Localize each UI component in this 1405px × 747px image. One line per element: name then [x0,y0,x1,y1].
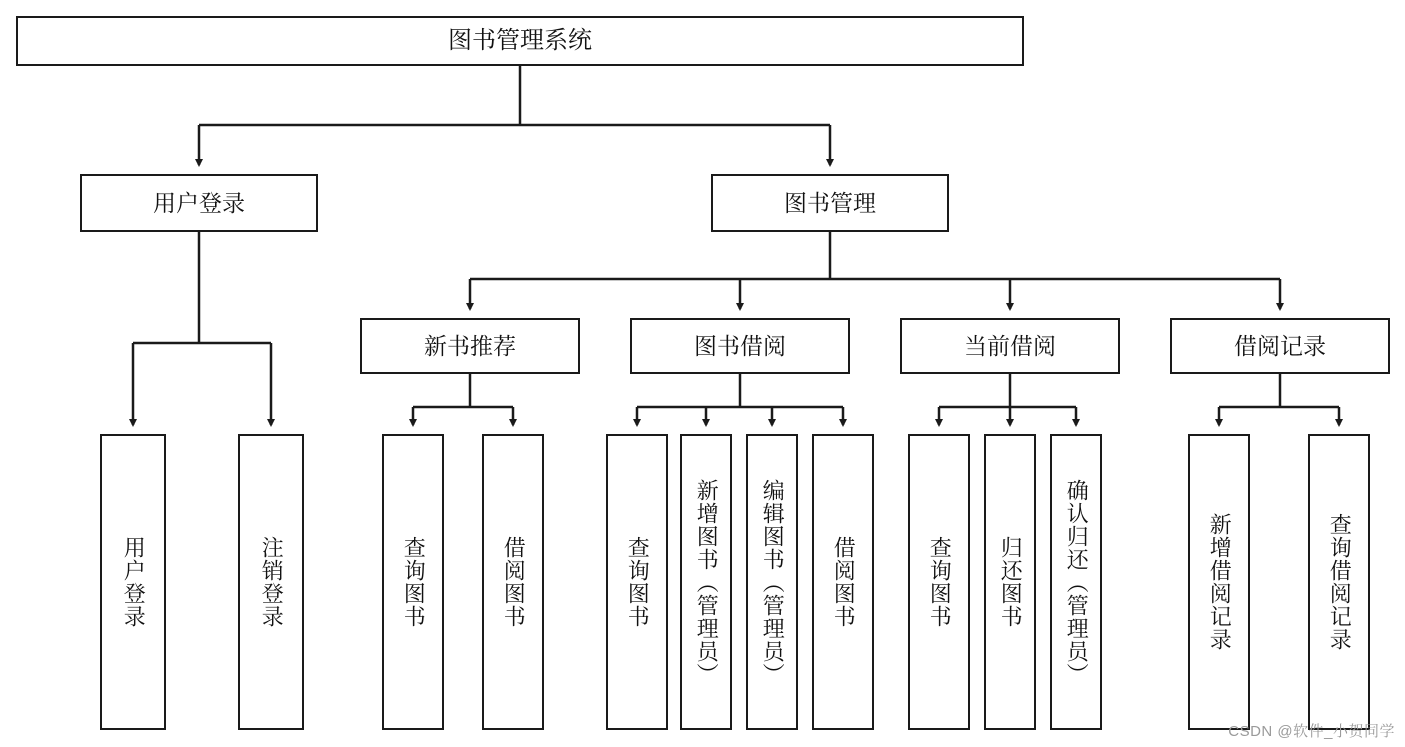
node-leaf-query-book-borrow[interactable]: 查询图书 [606,434,668,730]
node-leaf-logout[interactable]: 注销登录 [238,434,304,730]
node-book-management[interactable]: 图书管理 [711,174,949,232]
node-leaf-return-book[interactable]: 归还图书 [984,434,1036,730]
node-leaf-query-book-new[interactable]: 查询图书 [382,434,444,730]
node-user-login[interactable]: 用户登录 [80,174,318,232]
node-leaf-add-borrow-record[interactable]: 新增借阅记录 [1188,434,1250,730]
node-leaf-confirm-return-admin[interactable]: 确认归还（管理员） [1050,434,1102,730]
node-new-book-recommend[interactable]: 新书推荐 [360,318,580,374]
node-leaf-add-book-admin[interactable]: 新增图书（管理员） [680,434,732,730]
node-leaf-query-borrow-record[interactable]: 查询借阅记录 [1308,434,1370,730]
node-leaf-user-login[interactable]: 用户登录 [100,434,166,730]
node-leaf-query-book-current[interactable]: 查询图书 [908,434,970,730]
node-borrow-record[interactable]: 借阅记录 [1170,318,1390,374]
node-book-borrow[interactable]: 图书借阅 [630,318,850,374]
node-leaf-borrow-book-new[interactable]: 借阅图书 [482,434,544,730]
node-leaf-edit-book-admin[interactable]: 编辑图书（管理员） [746,434,798,730]
node-root[interactable]: 图书管理系统 [16,16,1024,66]
node-current-borrow[interactable]: 当前借阅 [900,318,1120,374]
node-leaf-borrow-book[interactable]: 借阅图书 [812,434,874,730]
watermark-text: CSDN @软件_小贺同学 [1228,723,1395,740]
